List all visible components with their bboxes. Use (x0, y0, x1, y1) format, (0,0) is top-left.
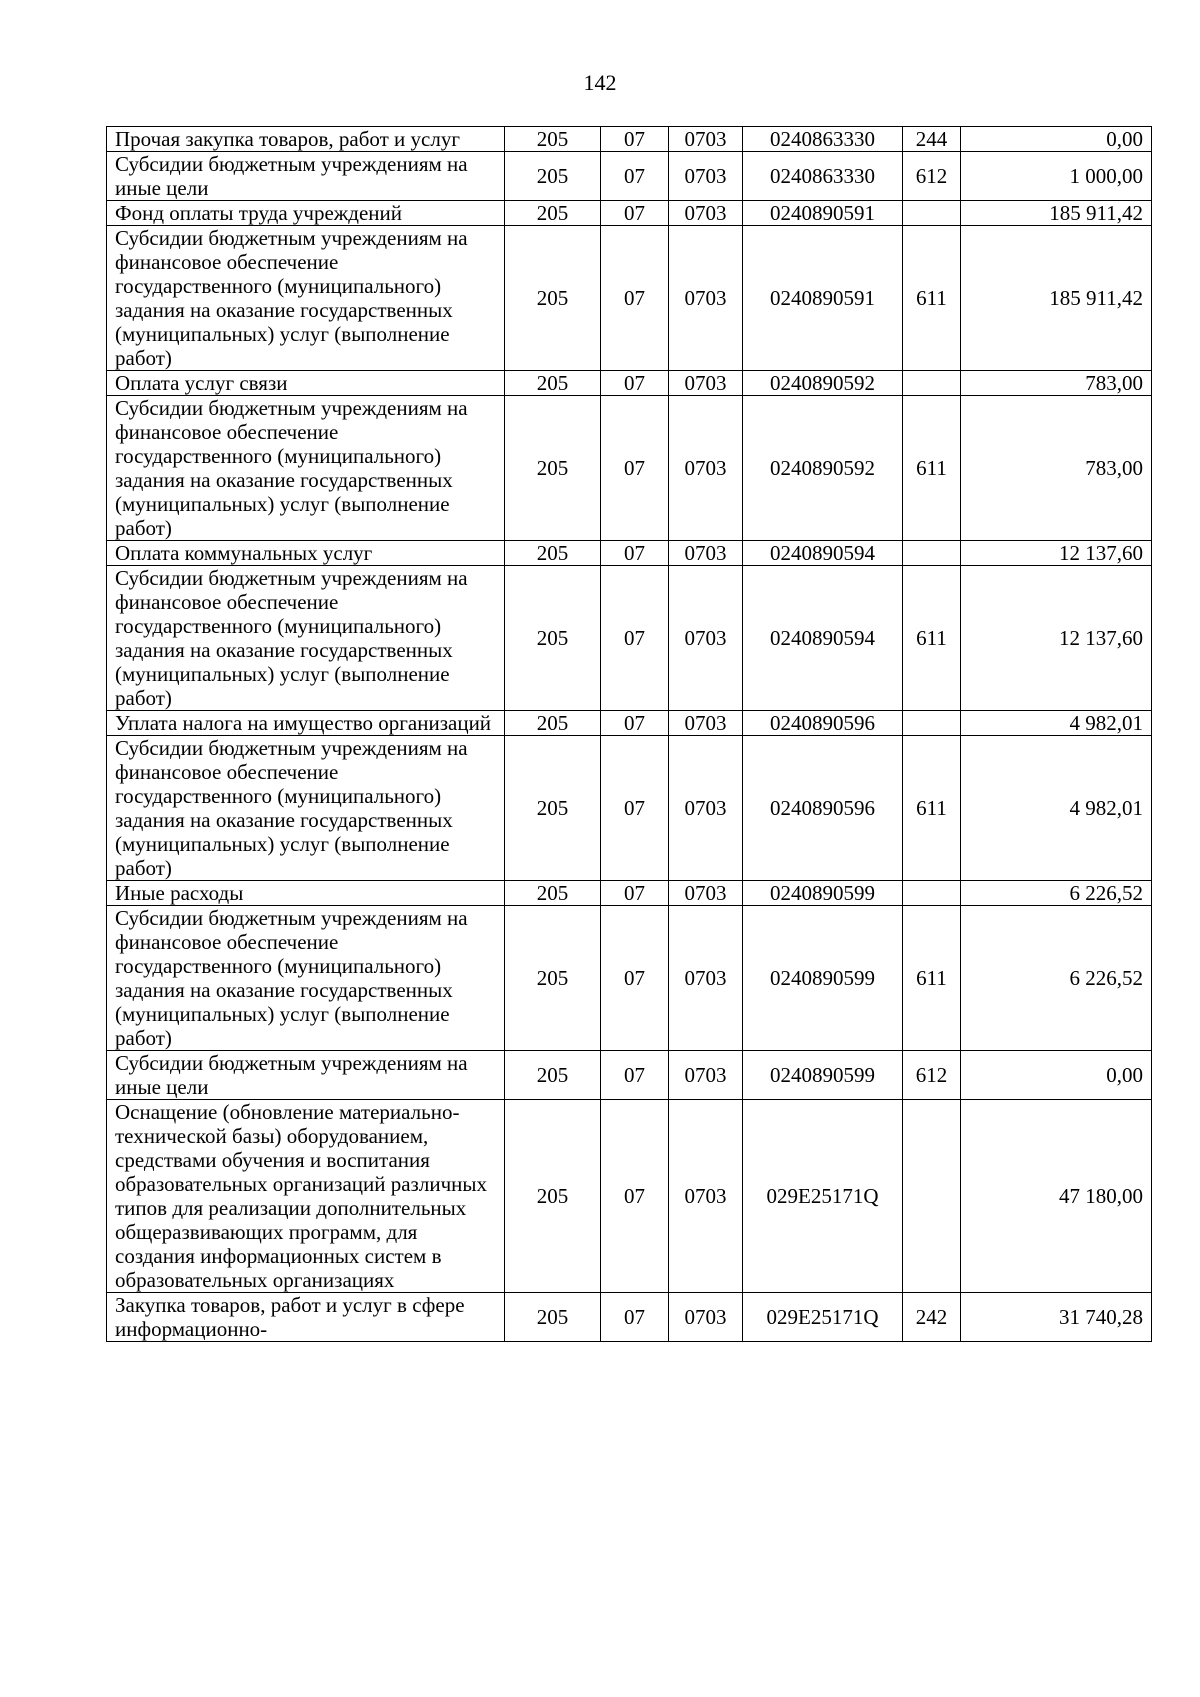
row-name: Иные расходы (107, 881, 505, 906)
row-grbs-code: 205 (505, 1293, 601, 1342)
row-section-code: 07 (601, 396, 669, 541)
row-grbs-code: 205 (505, 1100, 601, 1293)
table-row (107, 906, 1152, 1051)
row-subsection-code: 0703 (669, 396, 743, 541)
page-number: 142 (583, 70, 617, 95)
row-subsection-code: 0703 (669, 152, 743, 201)
row-amount: 0,00 (961, 1051, 1152, 1100)
row-amount: 12 137,60 (961, 566, 1152, 711)
row-section-code: 07 (601, 371, 669, 396)
row-subsection-code: 0703 (669, 201, 743, 226)
row-amount: 31 740,28 (961, 1293, 1152, 1342)
row-grbs-code: 205 (505, 541, 601, 566)
row-subsection-code: 0703 (669, 371, 743, 396)
row-name: Субсидии бюджетным учреждениям на финансовое обеспечение государственного (муниципального) задания на оказание государственных (муниципальных) услуг (выполнение работ) (107, 906, 505, 1051)
row-target-article: 0240890596 (743, 736, 903, 881)
row-grbs-code: 205 (505, 201, 601, 226)
row-name: Субсидии бюджетным учреждениям на финансовое обеспечение государственного (муниципального) задания на оказание государственных (муниципальных) услуг (выполнение работ) (107, 396, 505, 541)
row-target-article: 0240890599 (743, 906, 903, 1051)
table-row (107, 371, 1152, 396)
row-grbs-code: 205 (505, 371, 601, 396)
row-amount: 12 137,60 (961, 541, 1152, 566)
row-section-code: 07 (601, 566, 669, 711)
row-subsection-code: 0703 (669, 127, 743, 152)
row-subsection-code: 0703 (669, 541, 743, 566)
row-subsection-code: 0703 (669, 566, 743, 711)
row-target-article: 0240890591 (743, 226, 903, 371)
row-target-article: 0240890594 (743, 541, 903, 566)
row-subsection-code: 0703 (669, 906, 743, 1051)
row-name: Субсидии бюджетным учреждениям на финансовое обеспечение государственного (муниципального) задания на оказание государственных (муниципальных) услуг (выполнение работ) (107, 736, 505, 881)
row-expense-type: 611 (903, 736, 961, 881)
row-expense-type (903, 711, 961, 736)
row-subsection-code: 0703 (669, 881, 743, 906)
row-expense-type (903, 1100, 961, 1293)
row-grbs-code: 205 (505, 906, 601, 1051)
row-section-code: 07 (601, 226, 669, 371)
row-grbs-code: 205 (505, 881, 601, 906)
row-section-code: 07 (601, 736, 669, 881)
row-amount: 783,00 (961, 371, 1152, 396)
row-expense-type: 242 (903, 1293, 961, 1342)
row-target-article: 0240890599 (743, 1051, 903, 1100)
row-grbs-code: 205 (505, 127, 601, 152)
row-section-code: 07 (601, 711, 669, 736)
row-name: Субсидии бюджетным учреждениям на финансовое обеспечение государственного (муниципального) задания на оказание государственных (муниципальных) услуг (выполнение работ) (107, 566, 505, 711)
table-row (107, 881, 1152, 906)
row-expense-type (903, 371, 961, 396)
row-subsection-code: 0703 (669, 711, 743, 736)
row-name: Прочая закупка товаров, работ и услуг (107, 127, 505, 152)
row-grbs-code: 205 (505, 226, 601, 371)
row-expense-type (903, 201, 961, 226)
row-expense-type: 244 (903, 127, 961, 152)
table-row (107, 396, 1152, 541)
table-row (107, 201, 1152, 226)
row-subsection-code: 0703 (669, 226, 743, 371)
table-row (107, 1051, 1152, 1100)
row-amount: 783,00 (961, 396, 1152, 541)
row-subsection-code: 0703 (669, 1293, 743, 1342)
row-name: Субсидии бюджетным учреждениям на финансовое обеспечение государственного (муниципального) задания на оказание государственных (муниципальных) услуг (выполнение работ) (107, 226, 505, 371)
table-body (107, 127, 1152, 1342)
row-subsection-code: 0703 (669, 736, 743, 881)
row-target-article: 029E25171Q (743, 1100, 903, 1293)
row-target-article: 0240863330 (743, 152, 903, 201)
row-expense-type (903, 881, 961, 906)
row-section-code: 07 (601, 152, 669, 201)
row-expense-type: 611 (903, 906, 961, 1051)
table-row (107, 1100, 1152, 1293)
row-expense-type: 612 (903, 152, 961, 201)
row-grbs-code: 205 (505, 152, 601, 201)
row-grbs-code: 205 (505, 736, 601, 881)
table-row (107, 736, 1152, 881)
row-section-code: 07 (601, 541, 669, 566)
row-target-article: 0240863330 (743, 127, 903, 152)
row-name: Оплата услуг связи (107, 371, 505, 396)
row-name: Закупка товаров, работ и услуг в сфере информационно- (107, 1293, 505, 1342)
row-name: Уплата налога на имущество организаций (107, 711, 505, 736)
row-section-code: 07 (601, 1051, 669, 1100)
row-expense-type (903, 541, 961, 566)
row-grbs-code: 205 (505, 396, 601, 541)
table-row (107, 127, 1152, 152)
row-target-article: 029E25171Q (743, 1293, 903, 1342)
row-section-code: 07 (601, 127, 669, 152)
row-subsection-code: 0703 (669, 1051, 743, 1100)
row-expense-type: 611 (903, 396, 961, 541)
row-name: Оплата коммунальных услуг (107, 541, 505, 566)
row-grbs-code: 205 (505, 711, 601, 736)
row-target-article: 0240890591 (743, 201, 903, 226)
row-amount: 6 226,52 (961, 881, 1152, 906)
row-expense-type: 611 (903, 226, 961, 371)
row-subsection-code: 0703 (669, 1100, 743, 1293)
table-row (107, 541, 1152, 566)
row-section-code: 07 (601, 881, 669, 906)
row-amount: 4 982,01 (961, 711, 1152, 736)
row-expense-type: 612 (903, 1051, 961, 1100)
budget-table (106, 126, 1152, 1342)
row-section-code: 07 (601, 1293, 669, 1342)
row-target-article: 0240890592 (743, 371, 903, 396)
row-amount: 6 226,52 (961, 906, 1152, 1051)
row-amount: 185 911,42 (961, 226, 1152, 371)
table-row (107, 566, 1152, 711)
row-name: Субсидии бюджетным учреждениям на иные цели (107, 1051, 505, 1100)
row-amount: 4 982,01 (961, 736, 1152, 881)
row-grbs-code: 205 (505, 1051, 601, 1100)
row-amount: 47 180,00 (961, 1100, 1152, 1293)
row-amount: 0,00 (961, 127, 1152, 152)
row-name: Оснащение (обновление материально-технической базы) оборудованием, средствами обучения и воспитания образовательных организаций различных типов для реализации дополнительных общеразвивающих программ, для создания информационных систем в образовательных организациях (107, 1100, 505, 1293)
row-name: Фонд оплаты труда учреждений (107, 201, 505, 226)
table-row (107, 1293, 1152, 1342)
row-section-code: 07 (601, 201, 669, 226)
table-row (107, 711, 1152, 736)
row-section-code: 07 (601, 1100, 669, 1293)
table-row (107, 152, 1152, 201)
row-grbs-code: 205 (505, 566, 601, 711)
row-target-article: 0240890594 (743, 566, 903, 711)
row-target-article: 0240890599 (743, 881, 903, 906)
row-target-article: 0240890592 (743, 396, 903, 541)
row-expense-type: 611 (903, 566, 961, 711)
row-name: Субсидии бюджетным учреждениям на иные цели (107, 152, 505, 201)
row-amount: 1 000,00 (961, 152, 1152, 201)
row-amount: 185 911,42 (961, 201, 1152, 226)
row-target-article: 0240890596 (743, 711, 903, 736)
table-row (107, 226, 1152, 371)
row-section-code: 07 (601, 906, 669, 1051)
